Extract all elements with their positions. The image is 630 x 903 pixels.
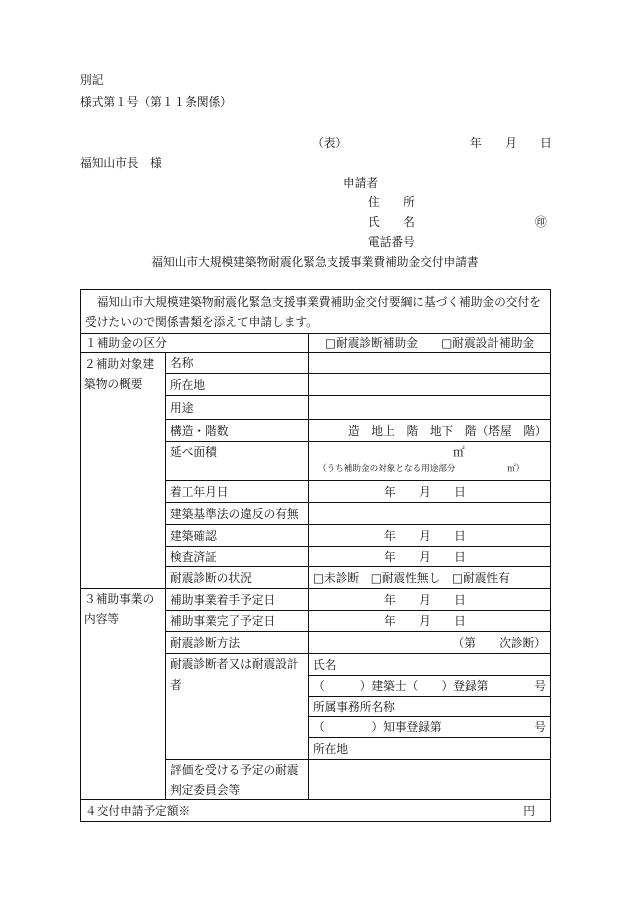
applicant-address-label: 住 所 (368, 195, 415, 209)
intro-line: 受けたいので関係書類を添えて申請します。 (85, 315, 318, 329)
yen-unit: 円 (523, 803, 535, 818)
building-location-label: 所在地 (166, 374, 309, 396)
floor-area-note: （うち補助金の対象となる用途部分 ㎡） (318, 464, 525, 474)
diagnosis-method-label: 耐震診断方法 (166, 632, 309, 654)
floor-area-label: 延べ面積 (166, 442, 309, 481)
project-section-label (81, 589, 166, 800)
floor-area-field (309, 442, 551, 481)
applicant-name-label: 氏 名 (368, 215, 415, 229)
building-use-label: 用途 (166, 396, 309, 420)
committee-label-line: 判定委員会等 (170, 783, 241, 797)
architect-registration-prefix: （ ）建築士（ ）登録第 (313, 679, 489, 693)
building-use-field (309, 396, 551, 420)
application-date: 年 月 日 (470, 136, 552, 150)
addressee: 福知山市長 様 (80, 156, 162, 170)
evaluation-committee-field (309, 760, 551, 800)
structure-label: 構造・階数 (166, 420, 309, 442)
assessor-name-label: 氏名 (309, 654, 551, 676)
building-confirmation-label: 建築確認 (166, 525, 309, 547)
seal-mark: ㊞ (535, 215, 547, 229)
architect-registration (309, 676, 551, 697)
applicant-heading: 申請者 (343, 176, 379, 190)
intro-statement (81, 290, 551, 334)
building-location-field (309, 374, 551, 396)
diagnosis-method-field: （第 次診断） (309, 632, 551, 654)
subsidy-type-label: １補助金の区分 (81, 334, 309, 353)
construction-start-label: 着工年月日 (166, 481, 309, 503)
project-end-date: 年 月 日 (309, 611, 551, 632)
side-label: （表） (312, 136, 348, 150)
requested-amount-row (81, 800, 551, 822)
office-address-label: 所在地 (309, 738, 551, 760)
assessor-label-line: 者 (170, 678, 182, 692)
office-registration-prefix: （ ）知事登録第 (313, 720, 442, 734)
form-number: 様式第１号（第１１条関係） (80, 95, 232, 109)
violation-label: 建築基準法の違反の有無 (166, 503, 309, 525)
evaluation-committee-label (166, 760, 309, 800)
diagnosis-status-label: 耐震診断の状況 (166, 567, 309, 589)
document-title: 福知山市大規模建築物耐震化緊急支援事業費補助金交付申請書 (151, 255, 479, 269)
application-form-table (80, 289, 551, 822)
intro-line: 福知山市大規模建築物耐震化緊急支援事業費補助金交付要綱に基づく補助金の交付を (85, 295, 541, 309)
structure-field: 造 地上 階 地下 階（塔屋 階） (309, 420, 551, 442)
committee-label-line: 評価を受ける予定の耐震 (170, 763, 299, 777)
inspection-certificate-label: 検査済証 (166, 547, 309, 567)
office-registration-suffix: 号 (534, 720, 546, 734)
office-name-label: 所属事務所名称 (309, 697, 551, 717)
diagnosis-status-options: □未診断 □耐震性無し □耐震性有 (309, 567, 551, 589)
assessor-label (166, 654, 309, 760)
section-label-line: 内容等 (84, 612, 120, 626)
subsidy-type-options: □耐震診断補助金 □耐震設計補助金 (309, 334, 551, 353)
section-label-line: ３補助事業の (84, 592, 155, 606)
architect-registration-suffix: 号 (534, 679, 546, 693)
section-label-line: 築物の概要 (84, 377, 143, 391)
building-confirmation-date: 年 月 日 (309, 525, 551, 547)
inspection-certificate-date: 年 月 日 (309, 547, 551, 567)
requested-amount-label: ４交付申請予定額※ (85, 803, 191, 818)
building-name-field (309, 353, 551, 374)
annex-label: 別記 (80, 73, 104, 87)
project-end-label: 補助事業完了予定日 (166, 611, 309, 632)
floor-area-unit: ㎡ (453, 445, 465, 459)
project-start-date: 年 月 日 (309, 589, 551, 611)
violation-field (309, 503, 551, 525)
office-registration (309, 717, 551, 738)
building-section-label (81, 353, 166, 589)
applicant-phone-label: 電話番号 (368, 235, 415, 249)
project-start-label: 補助事業着手予定日 (166, 589, 309, 611)
assessor-label-line: 耐震診断者又は耐震設計 (170, 657, 299, 671)
building-name-label: 名称 (166, 353, 309, 374)
section-label-line: ２補助対象建 (84, 357, 155, 371)
construction-start-date: 年 月 日 (309, 481, 551, 503)
